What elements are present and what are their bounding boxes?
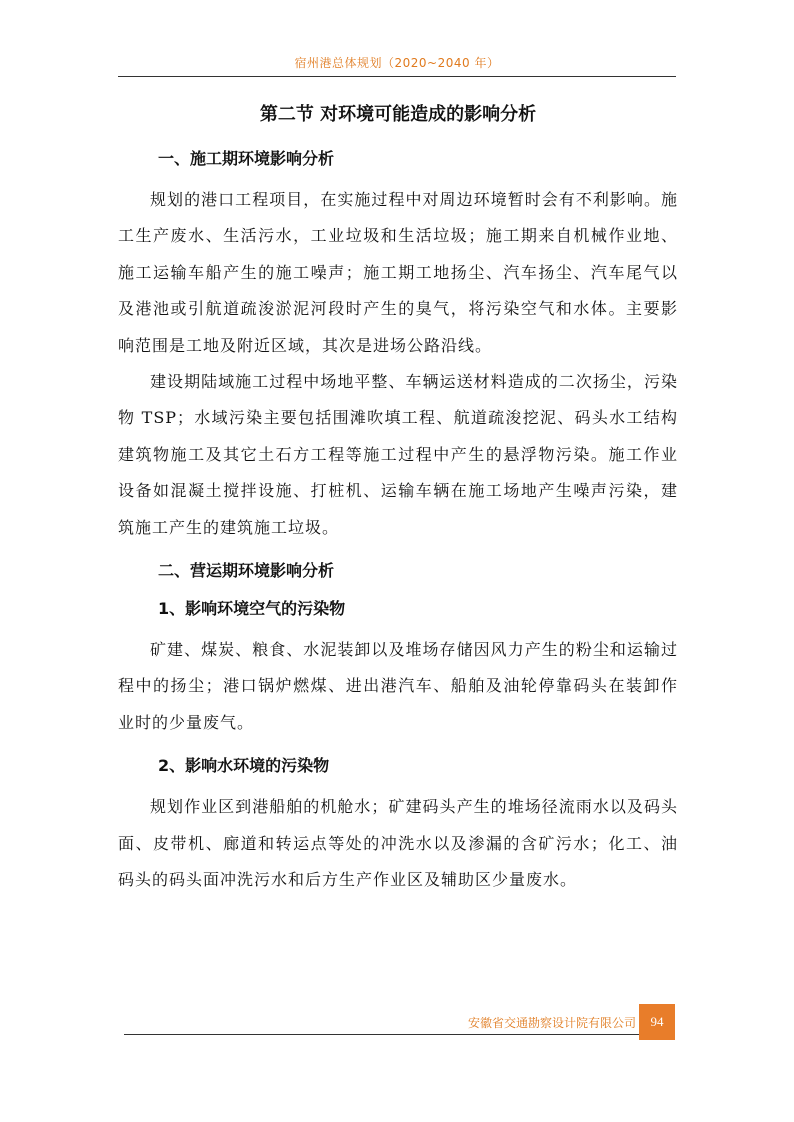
page-header-title: 宿州港总体规划（2020~2040 年） (294, 56, 500, 70)
construction-heading: 一、施工期环境影响分析 (158, 149, 335, 168)
section-title: 第二节 对环境可能造成的影响分析 (259, 104, 537, 125)
header-divider (118, 76, 676, 77)
page-number-badge: 94 (639, 1004, 675, 1040)
footer-divider (124, 1034, 672, 1035)
document-body (118, 100, 678, 899)
operation-heading: 二、营运期环境影响分析 (158, 561, 335, 581)
air-pollutants-paragraph: 矿建、煤炭、粮食、水泥装卸以及堆场存储因风力产生的粉尘和运输过程中的扬尘；港口锅炉燃煤、进出港汽车、船舶及油轮停靠码头在装卸作业时的少量废气。 (118, 640, 678, 732)
water-pollutants-heading: 2、影响水环境的污染物 (158, 756, 330, 776)
air-pollutants-heading: 1、影响环境空气的污染物 (158, 599, 346, 619)
footer-company: 安徽省交通勘察设计院有限公司 (467, 1016, 636, 1030)
construction-paragraph-2: 建设期陆域施工过程中场地平整、车辆运送材料造成的二次扬尘，污染物 TSP；水域污染主要包括围滩吹填工程、航道疏浚挖泥、码头水工结构建筑物施工及其它土石方工程等施工过程中产生的悬浮物污染。施工作业设备如混凝土搅拌设施、打桩机、运输车辆在施工场地产生噪声污染，建筑施工产生的建筑施工垃圾。 (118, 372, 678, 537)
construction-paragraph-1: 规划的港口工程项目，在实施过程中对周边环境暂时会有不利影响。施工生产废水、生活污水，工业垃圾和生活垃圾；施工期来自机械作业地、施工运输车船产生的施工噪声；施工期工地扬尘、汽车扬尘、汽车尾气以及港池或引航道疏浚淤泥河段时产生的臭气，将污染空气和水体。主要影响范围是工地及附近区域，其次是进场公路沿线。 (118, 190, 678, 355)
water-pollutants-paragraph: 规划作业区到港船舶的机舱水；矿建码头产生的堆场径流雨水以及码头面、皮带机、廊道和转运点等处的冲洗水以及渗漏的含矿污水；化工、油码头的码头面冲洗污水和后方生产作业区及辅助区少量废水。 (118, 797, 678, 890)
